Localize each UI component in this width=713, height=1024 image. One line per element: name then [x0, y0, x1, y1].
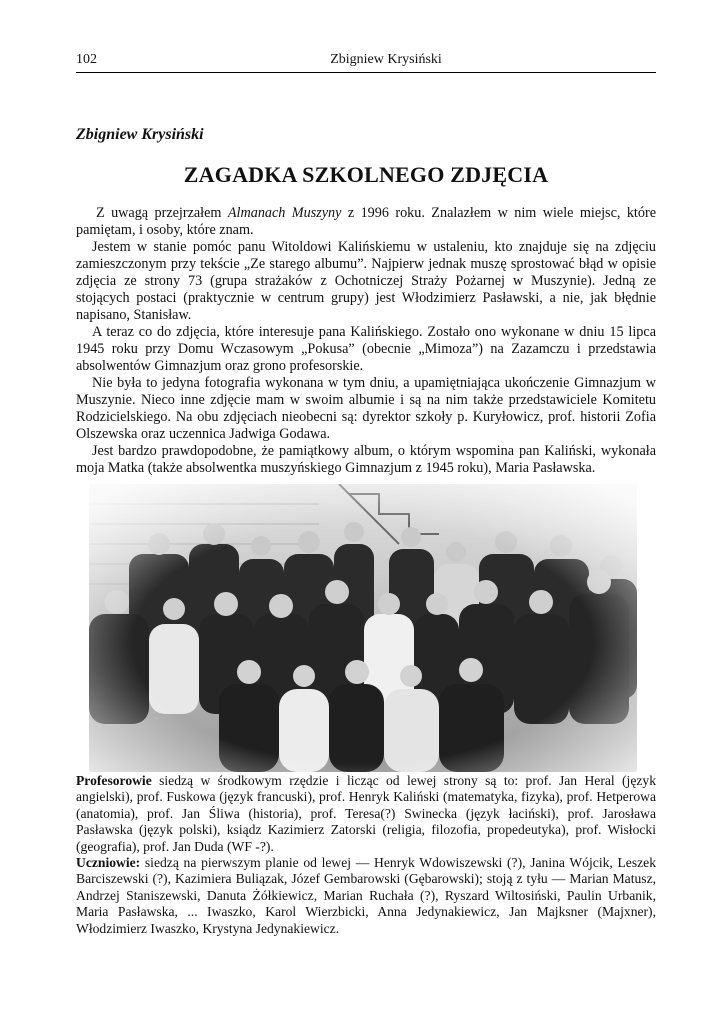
almanach-title: Almanach Muszyny [227, 205, 342, 221]
teachers-text: siedzą w środkowym rzędzie i licząc od lewej strony są to: prof. Jan Heral (język angielski), prof. Fuskowa (język francuski), prof. Henryk Kaliński (matematyka, fizyka), prof. Hetperowa (anatomia), prof. Jan Śliwa (historia), prof. Teresa(?) Swinecka (język łaciński), prof. Jarosława Pasławska (język polski), ksiądz Kazimierz Zatorski (religia, filozofia, propedeutyka), prof. Wisłocki (geografia), prof. Jan Duda (WF -?). [76, 773, 656, 854]
paragraph-4: Nie była to jedyna fotografia wykonana w tym dniu, a upamiętniająca ukończenie Gimnazjum w Muszynie. Nieco inne zdjęcie mam w swoim albumie i są na nim także przedstawiciele Komitetu Rodzicielskiego. Na obu zdjęciach nieobecni są: dyrektor szkoły p. Kuryłowicz, prof. historii Zofia Olszewska oraz uczennica Jadwiga Godawa. [76, 375, 656, 442]
paragraph-1-start: Z uwagą przejrzałem [96, 205, 228, 221]
teachers-label: Profesorowie [76, 773, 152, 788]
paragraph-1-end: z 1996 roku. Znalazłem w nim wiele miejsc, które pamiętam, i osoby, które znam. [76, 205, 656, 238]
page-number: 102 [76, 52, 97, 67]
paragraph-2: Jestem w stanie pomóc panu Witoldowi Kalińskiemu w ustaleniu, kto znajduje się na zdjęciu zamieszczonym przy tekście „Ze starego albumu”. Najpierw jednak muszę sprostować błąd w opisie zdjęcia ze strony 73 (grupa strażaków z Ochotniczej Straży Pożarnej w Muszynie). Jedną ze stojących postaci (praktycznie w centrum grupy) jest Włodzimierz Pasławski, a nie, jak błędnie napisano, Stanisław. [76, 239, 656, 323]
article-title: ZAGADKA SZKOLNEGO ZDJĘCIA [183, 162, 549, 187]
caption-students [76, 855, 656, 937]
running-title: Zbigniew Krysiński [330, 52, 442, 67]
students-text: siedzą na pierwszym planie od lewej — Henryk Wdowiszewski (?), Janina Wójcik, Leszek Barciszewski (?), Kazimiera Buliązak, Józef Gembarowski (Gębarowski); stoją z tyłu — Marian Matusz, Andrzej Staniszewski, Danuta Żółkiewicz, Marian Ruchała (?), Ryszard Wiltosiński, Paulin Urbanik, Maria Pasławska, ... Iwaszko, Karol Wierzbicki, Anna Jedynakiewicz, Jan Majksner (Majxner), Włodzimierz Iwaszko, Krystyna Jedynakiewicz. [76, 855, 656, 936]
group-photo-icon [89, 484, 637, 772]
students-label: Uczniowie: [76, 855, 141, 871]
paragraph-5: Jest bardzo prawdopodobne, że pamiątkowy album, o którym wspomina pan Kaliński, wykonała moja Matka (także absolwentka muszyńskiego Gimnazjum z 1945 roku), Maria Pasławska. [76, 443, 656, 476]
paragraph-3: A teraz co do zdjęcia, które interesuje pana Kalińskiego. Zostało ono wykonane w dniu 15 lipca 1945 roku przy Domu Wczasowym „Pokusa” (obecnie „Mimoza”) na Zazamczu i przedstawia absolwentów Gimnazjum oraz grono profesorskie. [76, 324, 656, 374]
caption-teachers [76, 773, 656, 855]
photo-caption [76, 773, 656, 937]
page-header [76, 50, 656, 73]
paragraph-1 [76, 205, 656, 239]
group-photo [89, 484, 637, 772]
article-author: Zbigniew Krysiński [76, 126, 204, 143]
article-body [76, 205, 656, 477]
